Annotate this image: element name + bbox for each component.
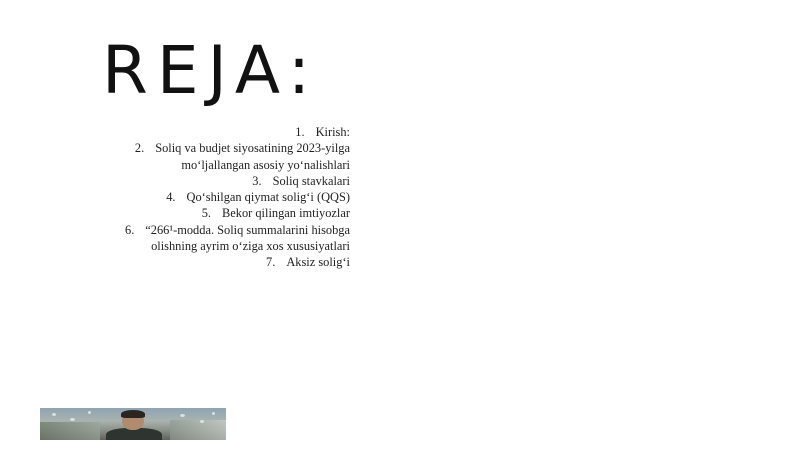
plan-item-number: 7. xyxy=(266,255,276,270)
photo-speck xyxy=(212,412,215,415)
plan-item-text: Qo‘shilgan qiymat solig‘i (QQS) xyxy=(186,190,350,205)
plan-item-number: 4. xyxy=(166,190,176,205)
plan-item xyxy=(96,173,350,189)
photo-speck xyxy=(180,414,185,417)
photo-speck xyxy=(70,418,75,421)
plan-item-text-continued: mo‘ljallangan asosiy yo‘nalishlari xyxy=(181,157,350,172)
slide-title: REJA: xyxy=(102,32,320,109)
plan-item-number: 6. xyxy=(125,222,135,237)
plan-item xyxy=(96,222,350,255)
plan-item-number: 1. xyxy=(295,125,305,139)
plan-item xyxy=(96,189,350,205)
plan-list xyxy=(96,124,350,271)
plan-item-number: 3. xyxy=(252,173,262,188)
plan-item-text: Soliq stavkalari xyxy=(272,173,350,188)
plan-item xyxy=(96,124,350,140)
plan-item xyxy=(96,254,350,270)
plan-item-number: 5. xyxy=(201,206,211,221)
plan-item xyxy=(96,205,350,221)
plan-item-number: 2. xyxy=(134,141,145,156)
photo-speck xyxy=(52,413,56,416)
photo-thumbnail xyxy=(40,408,226,440)
plan-item-text: “266¹-modda. Soliq summalarini hisobga xyxy=(145,222,350,237)
person-hair xyxy=(121,410,145,418)
plan-item-text-continued: olishning ayrim o‘ziga xos xususiyatlari xyxy=(151,239,350,254)
photo-background-right xyxy=(170,420,226,440)
plan-item-text: Bekor qilingan imtiyozlar xyxy=(221,206,350,221)
photo-speck xyxy=(88,411,91,414)
photo-background-left xyxy=(40,422,100,440)
photo-speck xyxy=(200,420,204,423)
plan-item-text: Kirish: xyxy=(315,125,350,139)
plan-item-text: Aksiz solig‘i xyxy=(286,255,350,270)
plan-item xyxy=(96,140,350,173)
plan-item-text: Soliq va budjet siyosatining 2023-yilga xyxy=(155,141,350,156)
